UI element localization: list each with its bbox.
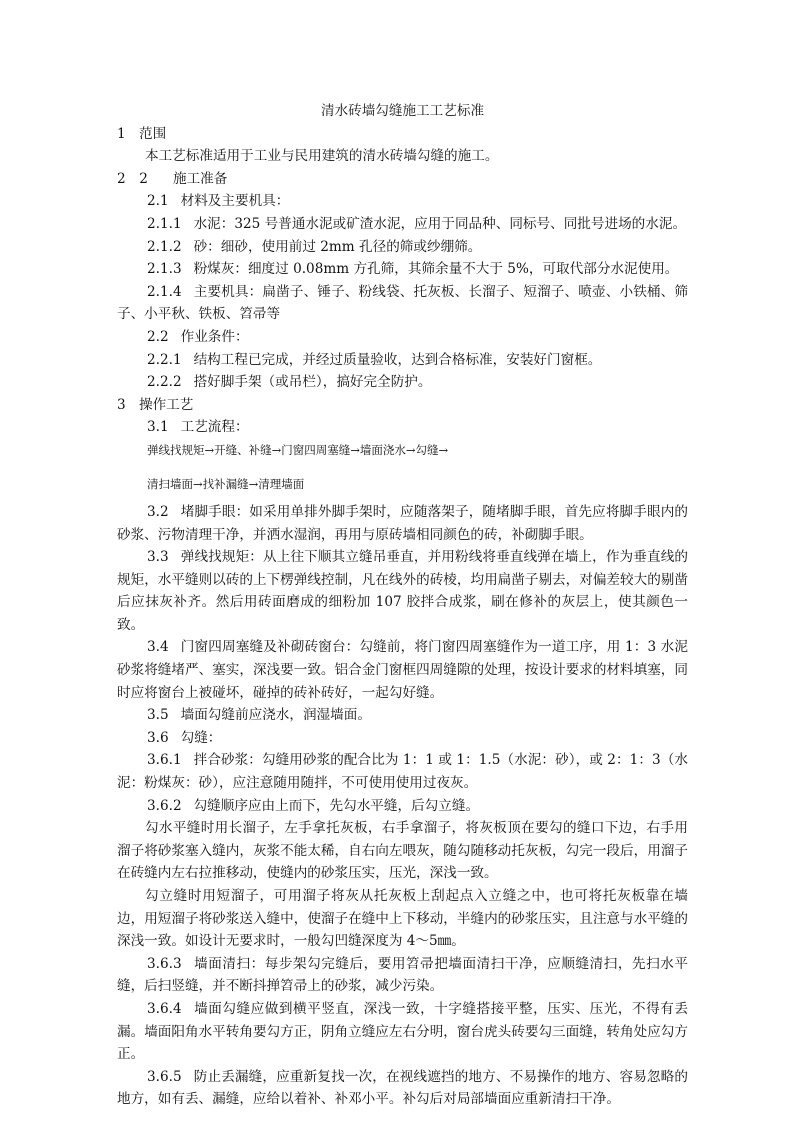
clause-3-2 <box>117 501 688 546</box>
clause-text: 搭好脚手架（或吊栏），搞好完全防护。 <box>193 374 432 391</box>
clause-text: 材料及主要机具： <box>180 193 290 210</box>
clause-3-6 <box>117 727 688 750</box>
clause-number: 3.6.5 <box>147 1068 182 1085</box>
clause-number: 3.6.3 <box>147 955 182 972</box>
clause-3-4 <box>117 636 688 704</box>
clause-text: 拌合砂浆：勾缝用砂浆的配合比为 1：1 或 1：1.5（水泥：砂），或 2：1：3（水泥：粉煤灰：砂），应注意随用随拌，不可使用使用过夜灰。 <box>117 752 688 792</box>
clause-text: 水泥：325 号普通水泥或矿渣水泥，应用于同品种、同标号、同批号进场的水泥。 <box>193 215 687 232</box>
clause-text: 墙面勾缝应做到横平竖直，深浅一致，十字缝搭接平整，压实、压光，不得有丢漏。墙面阳角水平转角要勾方正，阴角立缝应左右分明，窗台虎头砖要勾三面缝，转角处应勾方正。 <box>117 1000 688 1063</box>
clause-2-1-4 <box>117 281 688 326</box>
clause-number: 3.6.4 <box>147 1000 182 1017</box>
clause-2-2 <box>117 326 688 349</box>
clause-3-6-4 <box>117 998 688 1066</box>
clause-3-3 <box>117 546 688 636</box>
section-number: 2 2 <box>117 170 148 187</box>
clause-3-6-3 <box>117 953 688 998</box>
clause-2-2-2 <box>117 371 688 394</box>
clause-text: 防止丢漏缝，应重新复找一次，在视线遮挡的地方、不易操作的地方、容易忽略的地方，如有丢、漏缝，应给以着补、补邓小平。补勾后对局部墙面应重新清扫干净。 <box>117 1068 688 1108</box>
section-title: 施工准备 <box>173 170 228 187</box>
clause-text: 砂：细砂，使用前过 2mm 孔径的筛或纱绷筛。 <box>193 238 482 255</box>
section-title: 操作工艺 <box>139 396 194 413</box>
clause-number: 3.6.2 <box>147 797 182 814</box>
clause-number: 2.2.1 <box>147 351 182 368</box>
section-heading-1 <box>117 123 688 146</box>
clause-text: 主要机具：扁凿子、锤子、粉线袋、托灰板、长溜子、短溜子、喷壶、小铁桶、筛子、小平秋、铁板、笤帚等 <box>117 283 688 323</box>
clause-number: 2.2 <box>147 328 169 345</box>
clause-text: 墙面勾缝前应浇水，润湿墙面。 <box>180 707 371 724</box>
clause-number: 2.2.2 <box>147 374 182 391</box>
clause-2-2-1 <box>117 349 688 372</box>
clause-3-5 <box>117 704 688 727</box>
paragraph-vertical-joints: 勾立缝时用短溜子，可用溜子将灰从托灰板上刮起点入立缝之中，也可将托灰板靠在墙边，用短溜子将砂浆送入缝中，使溜子在缝中上下移动，半缝内的砂浆压实，且注意与水平缝的深浅一致。如设计无要求时，一般勾凹缝深度为 4～5㎜。 <box>117 888 688 950</box>
clause-2-1-1 <box>117 213 688 236</box>
clause-2-1 <box>117 190 688 213</box>
clause-text: 工艺流程： <box>180 419 249 436</box>
clause-text: 结构工程已完成，并经过质量验收，达到合格标准，安装好门窗框。 <box>193 351 602 368</box>
section-heading-2 <box>117 168 688 191</box>
clause-text: 墙面清扫：每步架勾完缝后，要用笤帚把墙面清扫干净，应顺缝清扫，先扫水平缝，后扫竖缝，并不断抖掸笤帚上的砂浆，减少污染。 <box>117 955 688 995</box>
clause-number: 2.1.4 <box>147 283 182 300</box>
clause-text: 门窗四周塞缝及补砌砖窗台：勾缝前，将门窗四周塞缝作为一道工序，用 1：3 水泥砂浆将缝堵严、塞实，深浅要一致。铝合金门窗框四周缝隙的处理，按设计要求的材料填塞，同时应将窗台上被碰坏，碰掉的砖补砖好，一起勾好缝。 <box>117 639 688 701</box>
clause-number: 3.2 <box>147 503 169 520</box>
section-title: 范围 <box>139 125 167 142</box>
clause-3-1 <box>117 416 688 439</box>
clause-3-6-2 <box>117 795 688 818</box>
clause-2-1-3 <box>117 258 688 281</box>
clause-text: 勾缝顺序应由上而下，先勾水平缝，后勾立缝。 <box>193 797 480 814</box>
clause-3-6-1 <box>117 749 688 794</box>
clause-text: 作业条件： <box>180 328 249 345</box>
section-heading-3 <box>117 394 688 417</box>
clause-number: 2.1.2 <box>147 238 182 255</box>
clause-text: 堵脚手眼：如采用单排外脚手架时，应随落架子，随堵脚手眼，首先应将脚手眼内的砂浆、污物清理干净，并洒水湿润，再用与原砖墙相同颜色的砖，补砌脚手眼。 <box>117 503 688 543</box>
clause-number: 3.1 <box>147 419 169 436</box>
clause-number: 3.6 <box>147 729 169 746</box>
paragraph-scope: 本工艺标准适用于工业与民用建筑的清水砖墙勾缝的施工。 <box>145 148 499 165</box>
clause-text: 粉煤灰：细度过 0.08mm 方孔筛，其筛余量不大于 5%，可取代部分水泥使用。 <box>193 261 679 278</box>
process-flow-line-1: 弹线找规矩→开缝、补缝→门窗四周塞缝→墙面浇水→勾缝→ <box>147 442 449 457</box>
document-title: 清水砖墙勾缝施工工艺标准 <box>320 103 485 119</box>
clause-number: 3.3 <box>147 549 169 566</box>
clause-number: 3.5 <box>147 707 169 724</box>
clause-number: 3.6.1 <box>147 752 182 769</box>
paragraph-horizontal-joints: 勾水平缝时用长溜子，左手拿托灰板，右手拿溜子，将灰板顶在要勾的缝口下边，右手用溜子将砂浆塞入缝内，灰浆不能太稀，自右向左喂灰，随勾随移动托灰板，勾完一段后，用溜子在砖缝内左右拉推移动，使缝内的砂浆压实，压光，深浅一致。 <box>117 820 688 882</box>
clause-text: 勾缝： <box>180 729 222 746</box>
clause-3-6-5 <box>117 1066 688 1111</box>
clause-number: 2.1.3 <box>147 261 182 278</box>
clause-number: 2.1 <box>147 193 169 210</box>
clause-2-1-2 <box>117 236 688 259</box>
document-page <box>117 100 688 1111</box>
clause-number: 3.4 <box>147 639 169 656</box>
clause-text: 弹线找规矩：从上往下顺其立缝吊垂直，并用粉线将垂直线弹在墙上，作为垂直线的规矩，水平缝则以砖的上下楞弹线控制，凡在线外的砖棱，均用扁凿子剔去，对偏差较大的剔凿后应抹灰补齐。然后用砖面磨成的细粉加 107 胶拌合成浆，刷在修补的灰层上，使其颜色一致。 <box>117 549 688 633</box>
section-number: 3 <box>117 396 126 413</box>
process-flow-line-2: 清扫墙面→找补漏缝→清理墙面 <box>147 476 305 491</box>
clause-number: 2.1.1 <box>147 215 182 232</box>
section-number: 1 <box>117 125 126 142</box>
